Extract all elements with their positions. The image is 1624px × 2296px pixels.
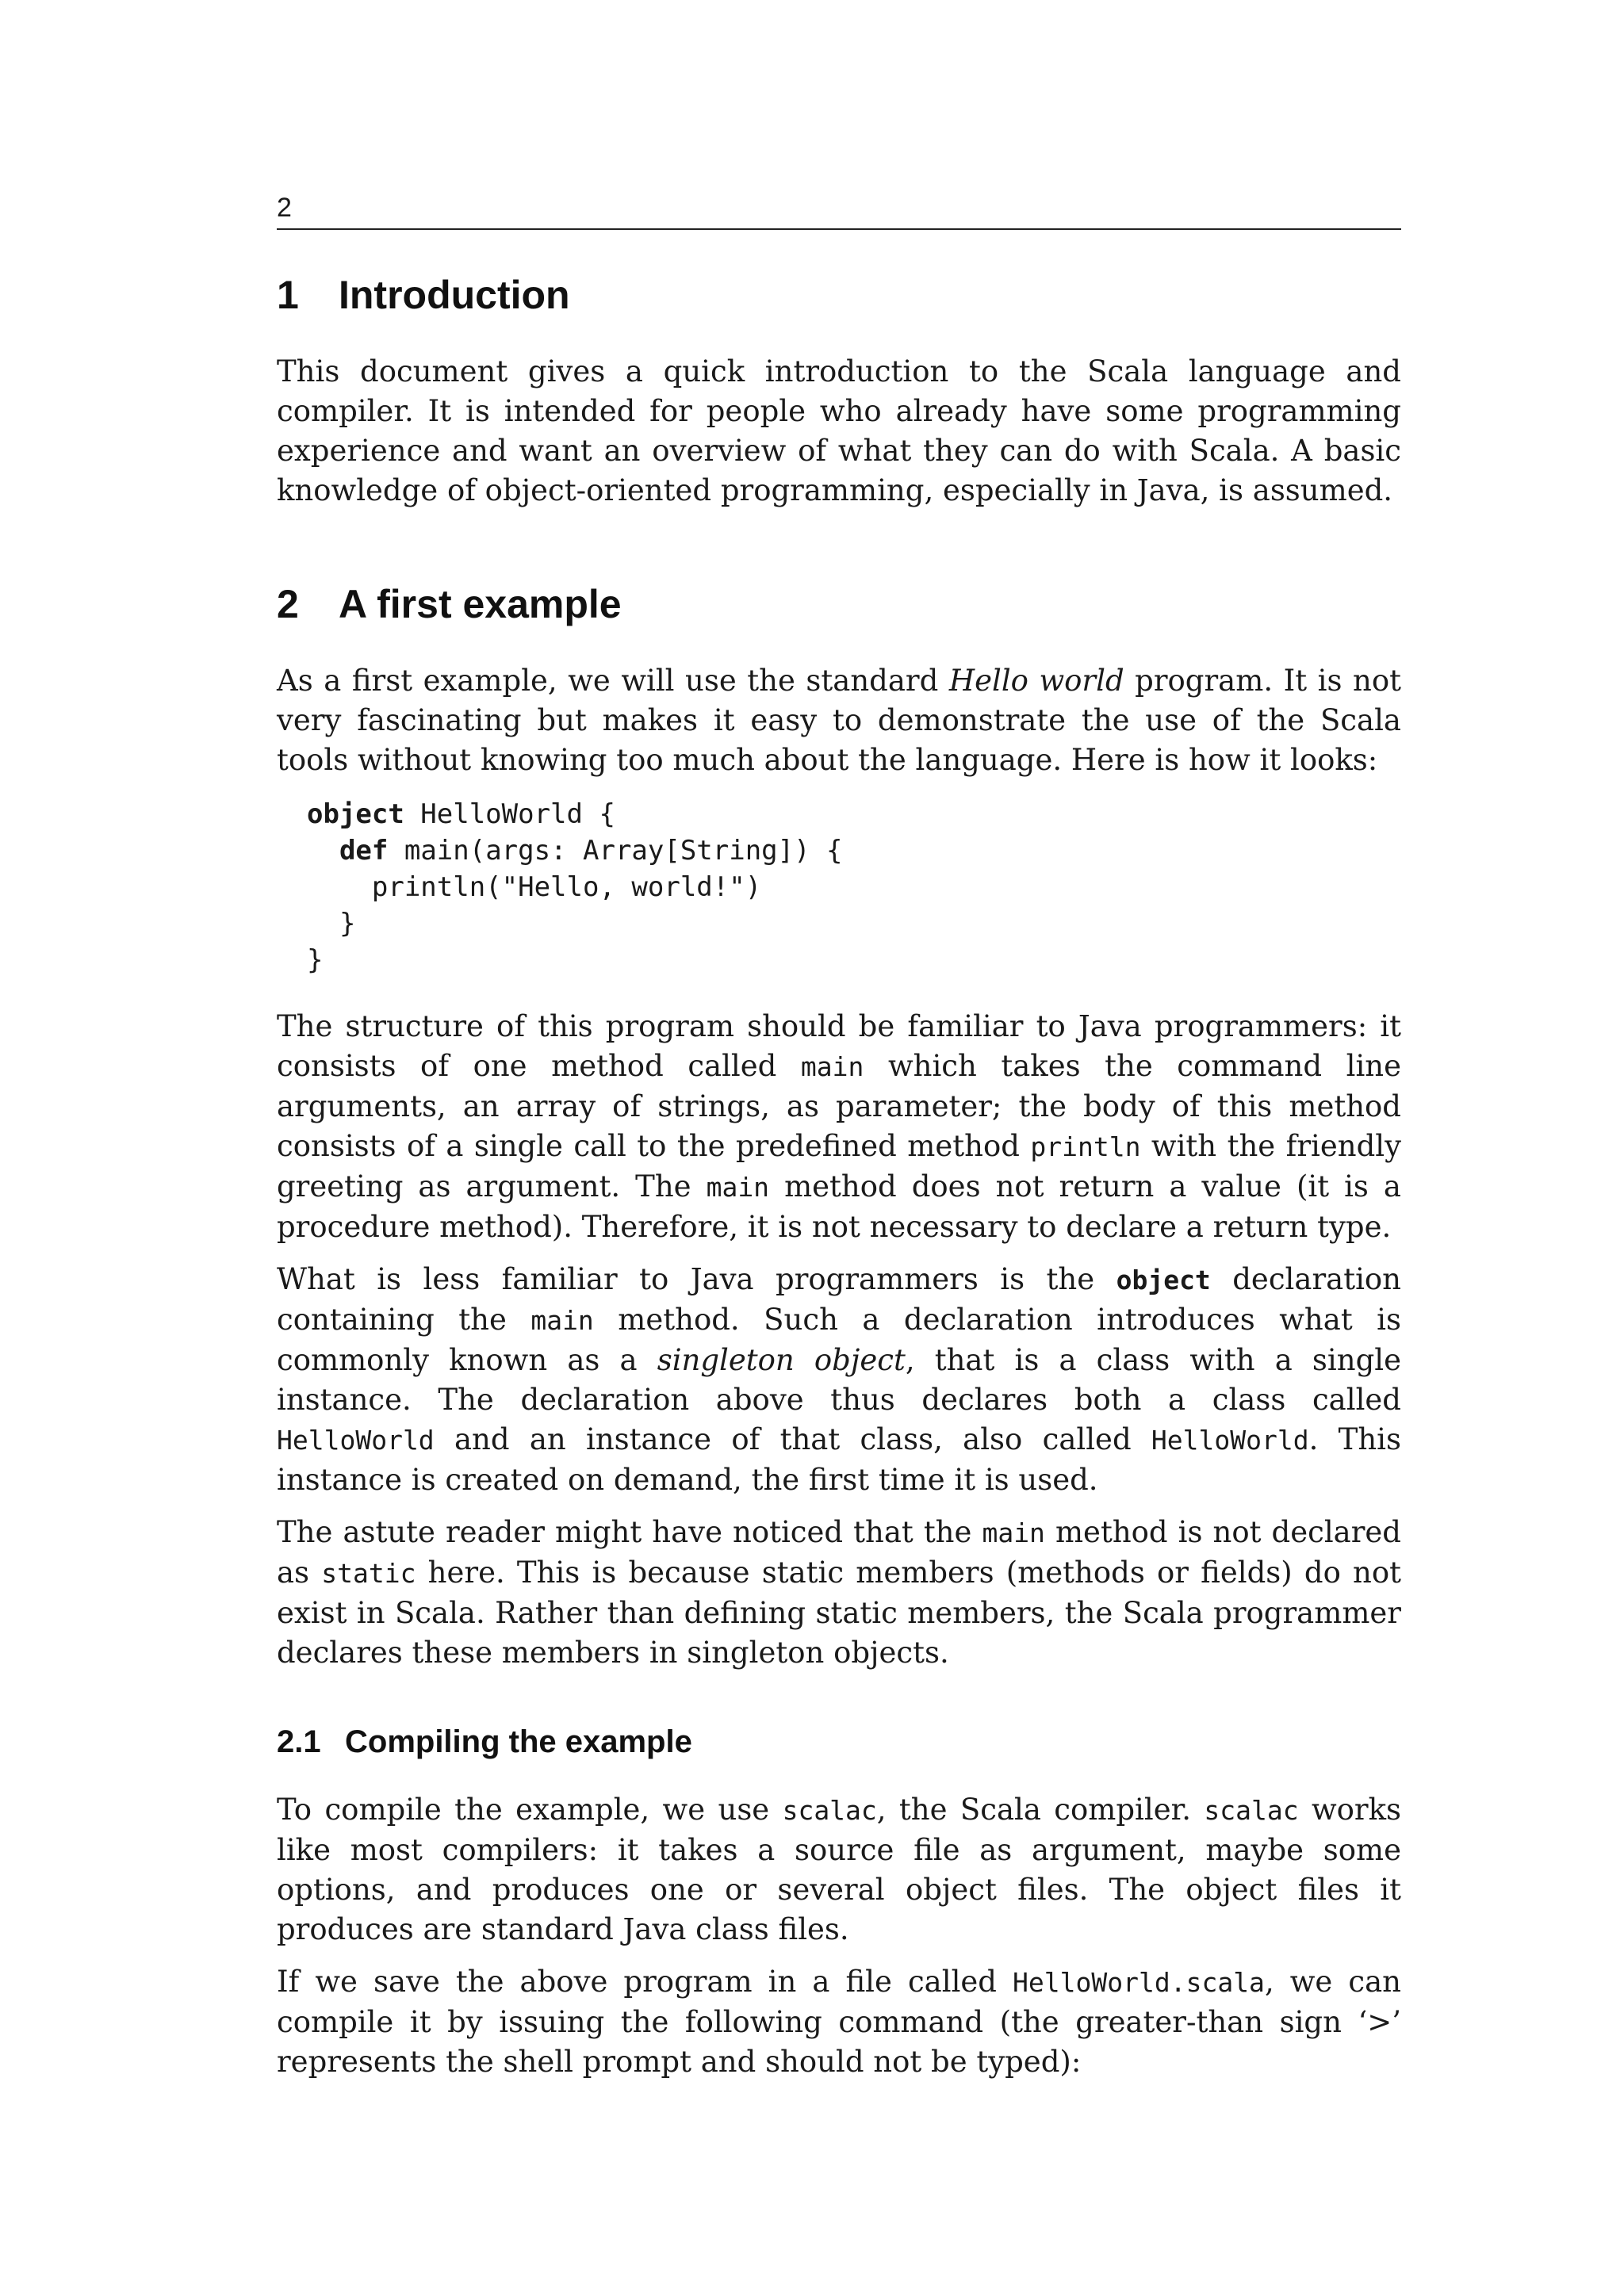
text-run: which takes the command line arguments, an array of strings, as parameter; the body of this method consists of a single call to the predefined method [277,1049,1401,1163]
code-text: HelloWorld { [404,798,615,830]
text-run: and an instance of that class, also called [434,1422,1151,1456]
text-run: method. Such a declaration introduces what is commonly known as a [277,1303,1401,1377]
paragraph-static [277,1513,1401,1673]
inline-code: println [1030,1131,1141,1162]
inline-code: main [800,1051,864,1082]
paragraph-structure [277,1007,1401,1247]
emphasis-text: singleton object [657,1343,906,1377]
code-block [277,796,1401,978]
inline-code: main [982,1517,1045,1548]
text-run: What is less familiar to Java programmers is the [277,1262,1116,1296]
section-number: 1 [277,273,299,317]
section-2-heading [277,580,1401,628]
text-run: program. It is not very fascinating but makes it easy to demonstrate the use of the Scala tools without knowing too much about the language. Here is how it looks: [277,664,1401,777]
text-run: , that is a class with a single instance. The declaration above thus declares both a class called [277,1343,1402,1417]
code-text: main(args: Array[String]) { [388,835,843,867]
text-run: with the friendly greeting as argument. The [277,1129,1401,1203]
inline-code: scalac [782,1795,877,1826]
subsection-title: Compiling the example [345,1724,692,1759]
paragraph-save-program [277,1962,1401,2082]
running-header [277,190,1401,230]
paragraph-compile [277,1790,1401,1950]
inline-code: scalac [1204,1795,1299,1826]
section-number: 2 [277,582,299,626]
text-run: As a first example, we will use the standard [277,664,949,698]
section-1-heading [277,271,1401,319]
text-run: declaration containing the [277,1262,1402,1337]
inline-code: static [321,1558,416,1589]
inline-code: HelloWorld.scala [1013,1967,1265,1998]
code-text: } [339,908,356,939]
paragraph-singleton [277,1260,1401,1500]
intro-paragraph: This document gives a quick introduction to the Scala language and compiler. It is intended for people who already have some programming experience and want an overview of what they can do with Scala. A basic knowledge of object-oriented programming, especially in Java, is assumed. [277,354,1401,507]
text-run: If we save the above program in a file called [277,1965,1013,1999]
text-run: method does not return a value (it is a procedure method). Therefore, it is not necessary to declare a return type. [277,1169,1401,1244]
text-run: To compile the example, we use [277,1793,783,1827]
code-text: } [307,944,324,976]
keyword: def [339,835,389,867]
emphasis-text: Hello world [948,664,1124,698]
inline-code: HelloWorld [277,1425,435,1456]
text-run: The structure of this program should be familiar to Java programmers: it consists of one method called [277,1009,1401,1083]
page-number: 2 [277,193,292,223]
inline-code: object [1116,1265,1211,1295]
section-title: A first example [339,582,622,626]
paragraph-first-example [277,661,1401,780]
inline-code: main [530,1305,594,1336]
document-page [277,190,1401,2082]
text-run: , we can compile it by issuing the following command (the greater-than sign ‘>’ represents the shell prompt and should not be typed): [277,1965,1401,2079]
keyword: object [307,798,404,830]
text-run: here. This is because static members (methods or fields) do not exist in Scala. Rather than defining static members, the Scala programmer declares these members in singleton objects. [277,1556,1402,1670]
text-run: method is not declared as [277,1515,1401,1590]
text-run: works like most compilers: it takes a source file as argument, maybe some options, and produces one or several object files. The object files it produces are standard Java class files. [277,1793,1401,1946]
inline-code: main [706,1172,770,1203]
text-run: . This instance is created on demand, the first time it is used. [277,1422,1401,1497]
subsection-number: 2.1 [277,1724,321,1759]
text-run: , the Scala compiler. [876,1793,1205,1827]
text-run: The astute reader might have noticed that the [277,1515,982,1549]
code-text: println("Hello, world!") [371,871,762,903]
section-title: Introduction [339,273,570,317]
subsection-2-1-heading [277,1722,1401,1762]
inline-code: HelloWorld [1151,1425,1309,1456]
